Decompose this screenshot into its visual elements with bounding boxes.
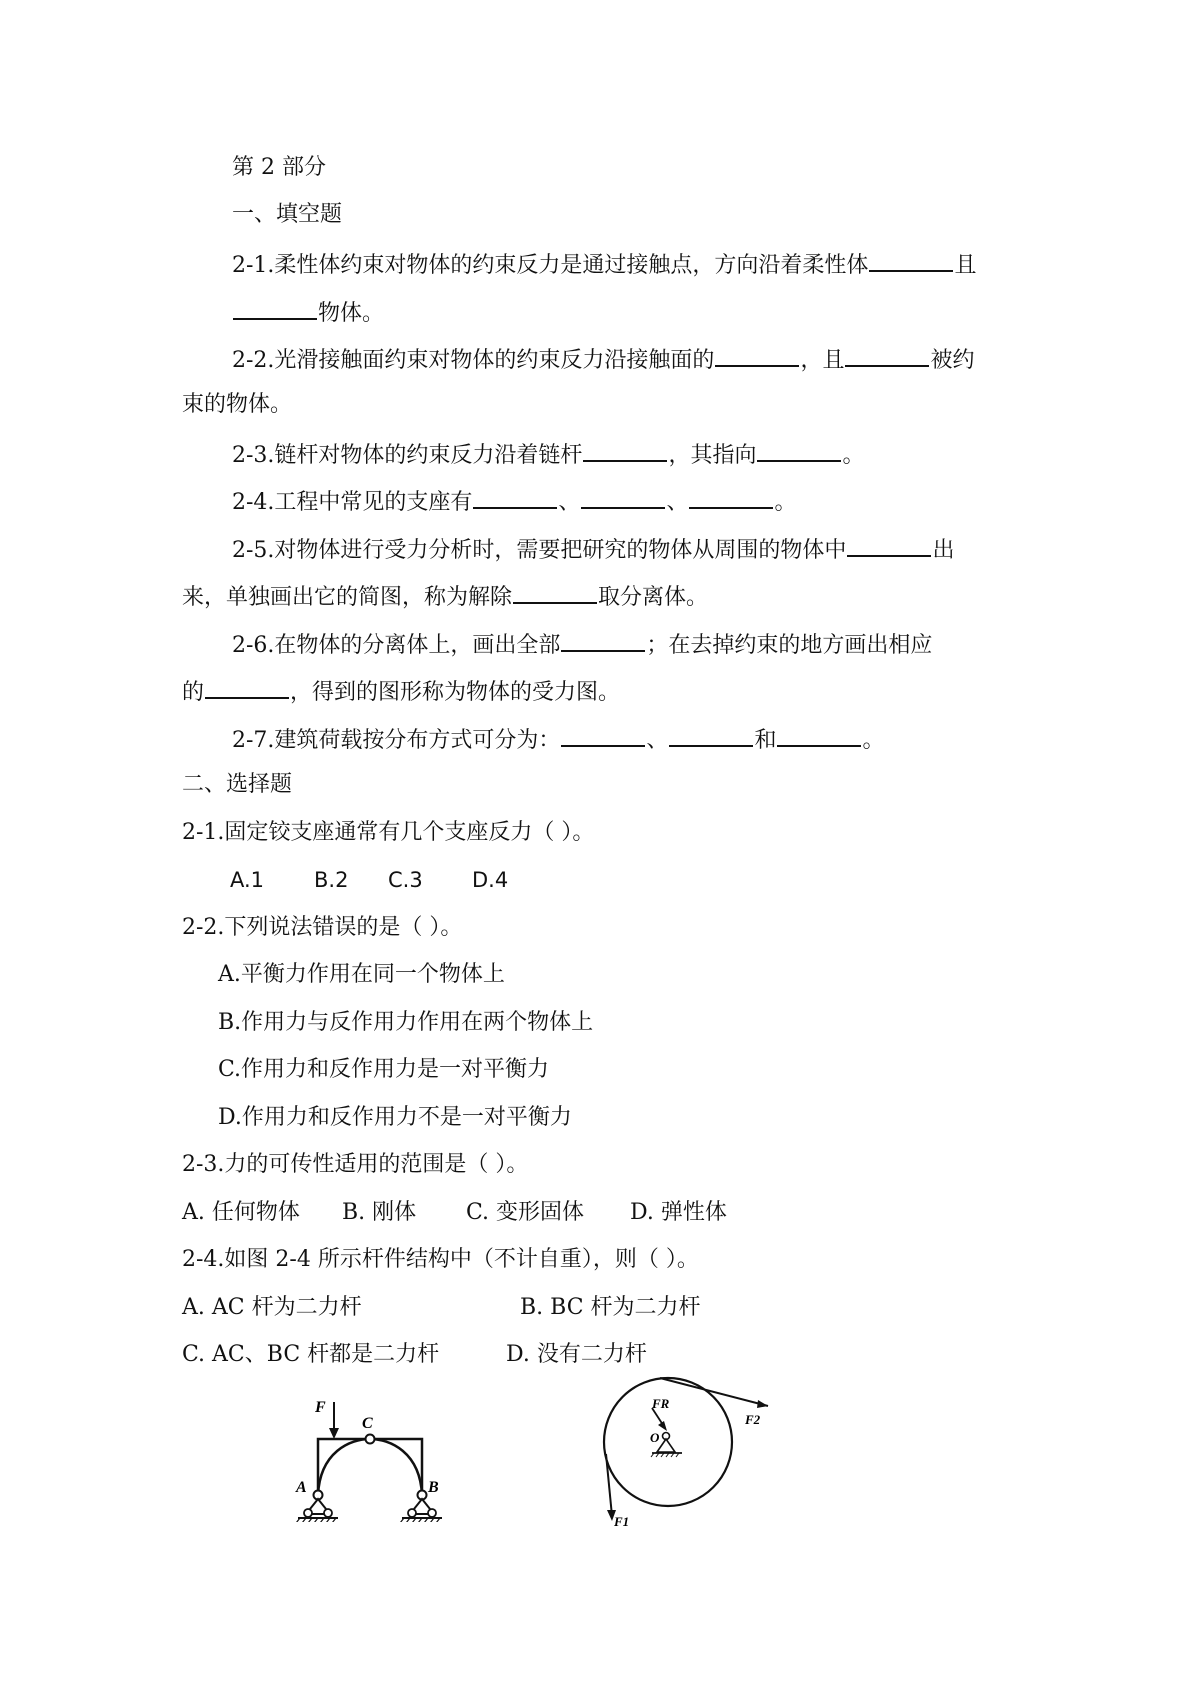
fill-question-2-5: 2-5.对物体进行受力分析时，需要把研究的物体从周围的物体中 出 — [232, 533, 954, 563]
answer-blank[interactable] — [233, 296, 317, 320]
option-a[interactable]: A.平衡力作用在同一个物体上 — [218, 962, 505, 987]
option-c[interactable]: C. AC、BC 杆都是二力杆 — [182, 1342, 440, 1367]
option-d[interactable]: D. 没有二力杆 — [506, 1342, 647, 1367]
option-b[interactable]: B.作用力与反作用力作用在两个物体上 — [218, 1010, 594, 1035]
label-o: O — [650, 1430, 660, 1445]
option-a[interactable]: A. 任何物体 — [182, 1200, 300, 1225]
fill-question-2-1-cont: 物体。 — [232, 296, 384, 326]
label-c: C — [362, 1415, 373, 1432]
part-title: 第 2 部分 — [232, 155, 326, 180]
fill-question-2-3: 2-3.链杆对物体的约束反力沿着链杆 ，其指向 。 — [232, 438, 864, 468]
fill-question-2-7: 2-7.建筑荷载按分布方式可分为： 、 和 。 — [232, 723, 884, 753]
label-a: A — [296, 1479, 307, 1496]
option-c[interactable]: C.作用力和反作用力是一对平衡力 — [218, 1057, 550, 1082]
option-d[interactable]: D.4 — [472, 868, 509, 892]
label-fr: FR — [652, 1396, 670, 1411]
fill-question-2-2-cont: 束的物体。 — [182, 392, 293, 417]
section-choice-title: 二、选择题 — [182, 772, 293, 797]
choice-options-2-4-row1 — [182, 1293, 701, 1323]
fill-question-2-5-cont: 来，单独画出它的简图，称为解除 取分离体。 — [182, 580, 708, 610]
choice-options-2-1 — [230, 865, 508, 895]
option-d[interactable]: D. 弹性体 — [630, 1200, 727, 1225]
option-a[interactable]: A.1 — [230, 868, 265, 892]
choice-question-2-2: 2-2.下列说法错误的是（ ）。 — [182, 915, 463, 940]
option-b[interactable]: B.2 — [314, 868, 349, 892]
fill-question-2-4: 2-4.工程中常见的支座有 、 、 。 — [232, 485, 796, 515]
answer-blank[interactable] — [847, 533, 931, 557]
answer-blank[interactable] — [869, 248, 953, 272]
answer-blank[interactable] — [689, 485, 773, 509]
section-fill-in-title: 一、填空题 — [232, 202, 343, 227]
answer-blank[interactable] — [845, 343, 929, 367]
option-d[interactable]: D.作用力和反作用力不是一对平衡力 — [218, 1105, 572, 1130]
label-f2: F2 — [745, 1412, 761, 1427]
option-c[interactable]: C.3 — [388, 868, 423, 892]
arch-structure-figure — [290, 1392, 460, 1522]
answer-blank[interactable] — [757, 438, 841, 462]
choice-options-2-4-row2 — [182, 1340, 647, 1370]
option-a[interactable]: A. AC 杆为二力杆 — [182, 1295, 362, 1320]
answer-blank[interactable] — [561, 628, 645, 652]
answer-blank[interactable] — [583, 438, 667, 462]
answer-blank[interactable] — [513, 580, 597, 604]
choice-options-2-3 — [182, 1198, 727, 1228]
fill-question-2-2: 2-2.光滑接触面约束对物体的约束反力沿接触面的 ，且 被约 — [232, 343, 974, 373]
answer-blank[interactable] — [715, 343, 799, 367]
answer-blank[interactable] — [777, 723, 861, 747]
pulley-figure — [600, 1376, 785, 1526]
choice-question-2-3: 2-3.力的可传性适用的范围是（ ）。 — [182, 1152, 529, 1177]
choice-question-2-1: 2-1.固定铰支座通常有几个支座反力（ ）。 — [182, 820, 595, 845]
answer-blank[interactable] — [669, 723, 753, 747]
option-b[interactable]: B. 刚体 — [342, 1200, 417, 1225]
choice-question-2-4: 2-4.如图 2-4 所示杆件结构中（不计自重），则（ ）。 — [182, 1247, 699, 1272]
label-f1: F1 — [614, 1514, 630, 1526]
option-b[interactable]: B. BC 杆为二力杆 — [520, 1295, 701, 1320]
label-b: B — [428, 1479, 439, 1496]
option-c[interactable]: C. 变形固体 — [466, 1200, 585, 1225]
fill-question-2-6-cont: 的 ，得到的图形称为物体的受力图。 — [182, 675, 620, 705]
answer-blank[interactable] — [561, 723, 645, 747]
fill-question-2-6: 2-6.在物体的分离体上，画出全部 ；在去掉约束的地方画出相应 — [232, 628, 932, 658]
answer-blank[interactable] — [581, 485, 665, 509]
label-f: F — [315, 1399, 326, 1416]
answer-blank[interactable] — [205, 675, 289, 699]
answer-blank[interactable] — [473, 485, 557, 509]
fill-question-2-1: 2-1.柔性体约束对物体的约束反力是通过接触点，方向沿着柔性体 且 — [232, 248, 976, 278]
